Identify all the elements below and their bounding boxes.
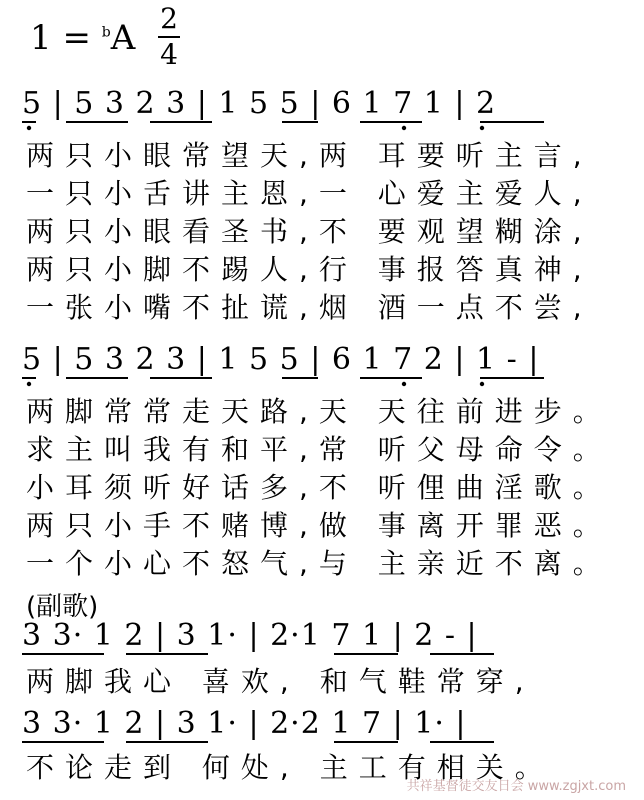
chorus-notation-1: 3 3· 1 2 | 3 1· | 2·1 7 1 | 2 - | (22, 618, 478, 653)
watermark: 共祥基督徒交友日会 www.zgjxt.com (406, 779, 626, 794)
verse-2-line-1: 一只小舌讲主恩,一 心爱主爱人, (26, 177, 593, 210)
key-signature: 1 = $^b$A (30, 18, 136, 58)
verse-3-line-2: 小耳须听好话多,不 听俚曲淫歌。 (26, 471, 612, 504)
verse-4-line-1: 两只小脚不踢人,行 事报答真神, (26, 253, 593, 286)
verse-5-line-2: 一个小心不怒气,与 主亲近不离。 (26, 547, 612, 580)
chorus-notation-2: 3 3· 1 2 | 3 1· | 2·2 1 7 | 1· | (22, 706, 467, 741)
chorus-lyric-1: 两脚我心 喜欢, 和气鞋常穿, (26, 665, 535, 698)
verse-2-line-2: 求主叫我有和平,常 听父母命令。 (26, 433, 612, 466)
verse-3-line-1: 两只小眼看圣书,不 要观望糊涂, (26, 215, 593, 248)
verse-5-line-1: 一张小嘴不扯谎,烟 酒一点不尝, (26, 291, 593, 324)
verse-1-line-1: 两只小眼常望天,两 耳要听主言, (26, 139, 593, 172)
chorus-lyric-2: 不论走到 何处, 主工有相关。 (26, 751, 554, 784)
time-signature-top: 2 (160, 2, 178, 35)
time-signature-bottom: 4 (160, 38, 178, 71)
verse-4-line-2: 两只小手不赌博,做 事离开罪恶。 (26, 509, 612, 542)
chorus-label: (副歌) (26, 592, 99, 622)
verse-1-line-2: 两脚常常走天路,天 天往前进步。 (26, 395, 612, 428)
notation-line-1: 5 | 5 3 2 3 | 1 5 5 | 6 1 7 1 | 2 (22, 86, 497, 121)
notation-line-2: 5 | 5 3 2 3 | 1 5 5 | 6 1 7 2 | 1 - | (22, 342, 540, 377)
